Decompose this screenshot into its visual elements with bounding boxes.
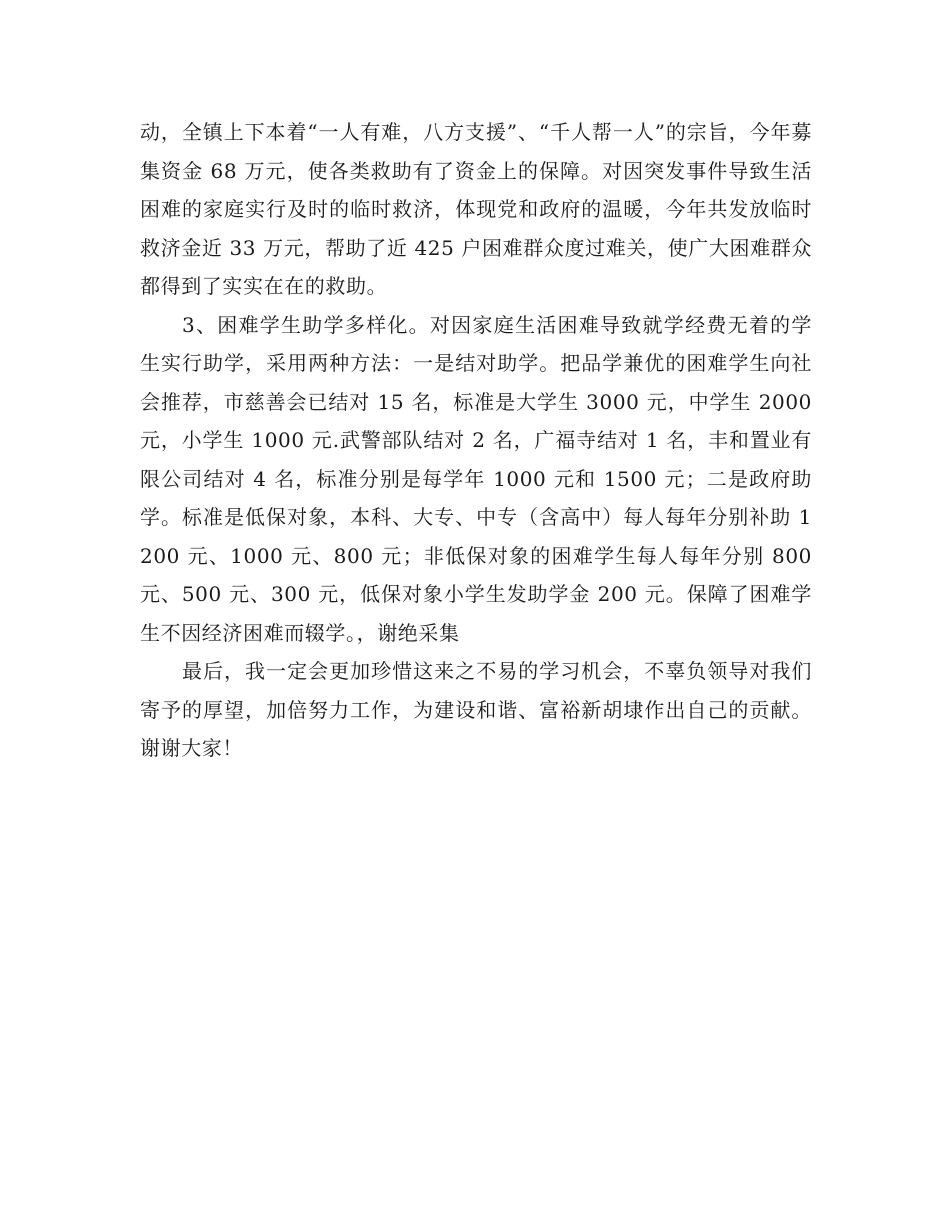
paragraph-closing-remarks: 最后，我一定会更加珍惜这来之不易的学习机会，不辜负领导对我们寄予的厚望，加倍努力工作，为建设和谐、富裕新胡埭作出自己的贡献。谢谢大家！	[140, 659, 812, 760]
document-body	[140, 113, 812, 768]
paragraph-student-aid: 3、困难学生助学多样化。对因家庭生活困难导致就学经费无着的学生实行助学，采用两种方法：一是结对助学。把品学兼优的困难学生向社会推荐，市慈善会已结对 15 名，标准是大学生 3000 元，中学生 2000 元，小学生 1000 元.武警部队结对 2 名，广福寺结对 1 名，丰和置业有限公司结对 4 名，标准分别是每学年 1000 元和 1500 元；二是政府助学。标准是低保对象，本科、大专、中专（含高中）每人每年分别补助 1200 元、1000 元、800 元；非低保对象的困难学生每人每年分别 800 元、500 元、300 元，低保对象小学生发助学金 200 元。保障了困难学生不因经济困难而辍学。，谢绝采集	[140, 312, 812, 645]
paragraph-relief-funds: 动，全镇上下本着“一人有难，八方支援”、“千人帮一人”的宗旨，今年募集资金 68 万元，使各类救助有了资金上的保障。对因突发事件导致生活困难的家庭实行及时的临时救济，体现党和政府的温暖，今年共发放临时救济金近 33 万元，帮助了近 425 户困难群众度过难关，使广大困难群众都得到了实实在在的救助。	[140, 120, 812, 298]
